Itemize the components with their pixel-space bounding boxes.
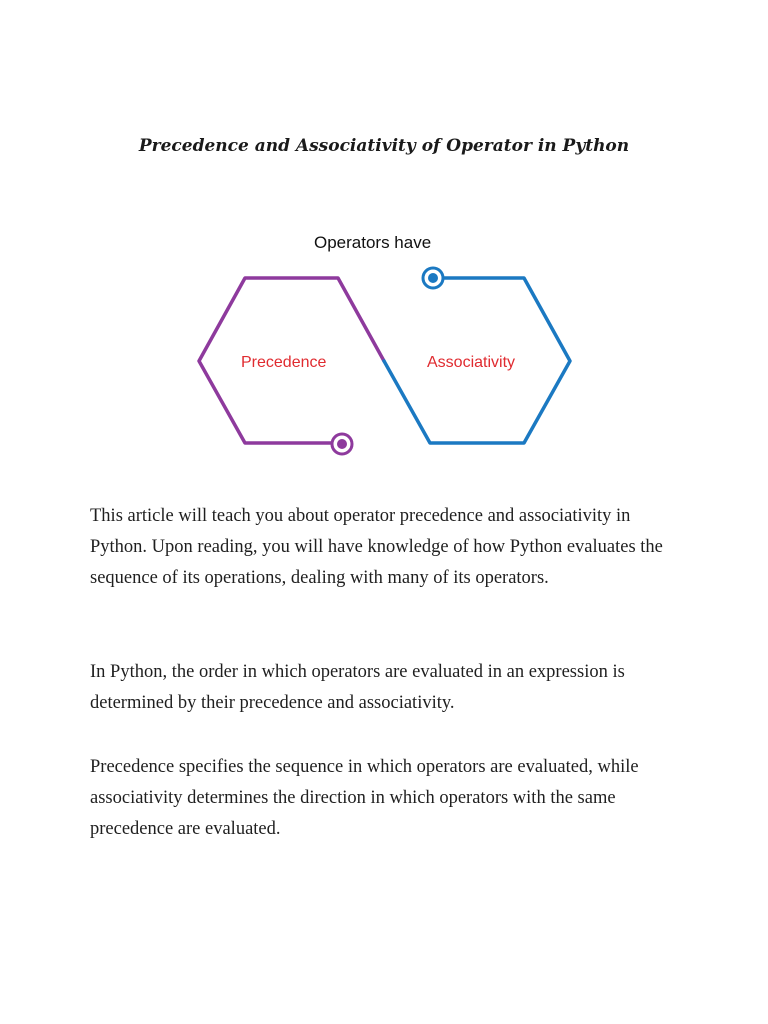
precedence-label: Precedence	[241, 354, 327, 371]
associativity-label: Associativity	[427, 354, 516, 371]
intro-paragraph: This article will teach you about operator precedence and associativity in Python. Upon reading, you will have knowledge of how Python evaluates the sequence of its operations, dealing with many of its operators.	[90, 506, 663, 588]
operators-diagram	[180, 225, 590, 465]
diagram-heading: Operators have	[314, 233, 432, 252]
precedence-start-node-core	[337, 439, 347, 449]
document-title: Precedence and Associativity of Operator in Python	[138, 136, 630, 156]
evaluation-order-paragraph: In Python, the order in which operators are evaluated in an expression is determined by their precedence and associativity.	[90, 662, 625, 713]
precedence-definition-paragraph: Precedence specifies the sequence in which operators are evaluated, while associativity determines the direction in which operators with the same precedence are evaluated.	[90, 757, 639, 839]
associativity-start-node-core	[428, 273, 438, 283]
